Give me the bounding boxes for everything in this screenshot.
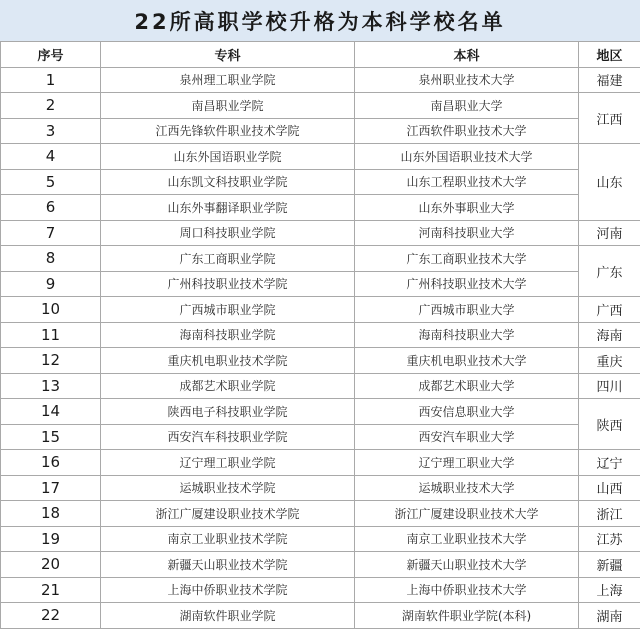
region (579, 603, 640, 629)
table-row (1, 246, 640, 272)
vocational-name: 江西先锋软件职业技术学院 (101, 118, 355, 144)
table-row (1, 297, 640, 323)
row-index: 15 (1, 424, 101, 450)
undergraduate-name: 山东外国语职业技术大学 (355, 144, 579, 170)
page-title: 22所高职学校升格为本科学校名单 (0, 0, 640, 41)
region: 山东 (579, 144, 640, 221)
region: 海南 (579, 322, 640, 348)
row-index: 21 (1, 577, 101, 603)
undergraduate-name: 重庆机电职业技术大学 (355, 348, 579, 374)
vocational-name: 新疆天山职业技术学院 (101, 552, 355, 578)
undergraduate-name: 江西软件职业技术大学 (355, 118, 579, 144)
vocational-name: 广州科技职业技术学院 (101, 271, 355, 297)
table-row (1, 450, 640, 476)
undergraduate-name: 山东外事职业大学 (355, 195, 579, 221)
undergraduate-name: 河南科技职业大学 (355, 220, 579, 246)
undergraduate-name: 山东工程职业技术大学 (355, 169, 579, 195)
undergraduate-name: 广州科技职业技术大学 (355, 271, 579, 297)
undergraduate-name: 湖南软件职业学院(本科) (355, 603, 579, 629)
undergraduate-name: 广西城市职业大学 (355, 297, 579, 323)
table-row (1, 271, 640, 297)
header-region: 地区 (579, 42, 640, 68)
row-index: 22 (1, 603, 101, 629)
row-index: 11 (1, 322, 101, 348)
row-index: 20 (1, 552, 101, 578)
row-index: 18 (1, 501, 101, 527)
row-index: 10 (1, 297, 101, 323)
undergraduate-name: 上海中侨职业技术大学 (355, 577, 579, 603)
undergraduate-name: 广东工商职业技术大学 (355, 246, 579, 272)
vocational-name: 南京工业职业技术学院 (101, 526, 355, 552)
table-row (1, 348, 640, 374)
vocational-name: 辽宁理工职业学院 (101, 450, 355, 476)
vocational-name: 山东外事翻译职业学院 (101, 195, 355, 221)
region: 辽宁 (579, 450, 640, 476)
undergraduate-name: 辽宁理工职业大学 (355, 450, 579, 476)
table-row (1, 475, 640, 501)
region: 广东 (579, 246, 640, 297)
undergraduate-name: 西安汽车职业大学 (355, 424, 579, 450)
table-row (1, 93, 640, 119)
vocational-name: 广东工商职业学院 (101, 246, 355, 272)
undergraduate-name: 南京工业职业技术大学 (355, 526, 579, 552)
vocational-name: 运城职业技术学院 (101, 475, 355, 501)
vocational-name: 广西城市职业学院 (101, 297, 355, 323)
table-row (1, 144, 640, 170)
undergraduate-name: 泉州职业技术大学 (355, 67, 579, 93)
undergraduate-name: 成都艺术职业大学 (355, 373, 579, 399)
header-vocational: 专科 (101, 42, 355, 68)
region: 陕西 (579, 399, 640, 450)
row-index: 3 (1, 118, 101, 144)
vocational-name: 陕西电子科技职业学院 (101, 399, 355, 425)
undergraduate-name: 新疆天山职业技术大学 (355, 552, 579, 578)
table-row (1, 577, 640, 603)
row-index: 9 (1, 271, 101, 297)
vocational-name: 浙江广厦建设职业技术学院 (101, 501, 355, 527)
row-index: 14 (1, 399, 101, 425)
vocational-name: 湖南软件职业学院 (101, 603, 355, 629)
table-row (1, 424, 640, 450)
region: 四川 (579, 373, 640, 399)
row-index: 19 (1, 526, 101, 552)
vocational-name: 山东凯文科技职业学院 (101, 169, 355, 195)
region: 上海 (579, 577, 640, 603)
table-row (1, 373, 640, 399)
row-index: 7 (1, 220, 101, 246)
row-index: 12 (1, 348, 101, 374)
row-index: 4 (1, 144, 101, 170)
region-label: 湖南 (596, 610, 622, 625)
vocational-name: 海南科技职业学院 (101, 322, 355, 348)
row-index: 2 (1, 93, 101, 119)
row-index: 6 (1, 195, 101, 221)
vocational-name: 山东外国语职业学院 (101, 144, 355, 170)
region: 浙江 (579, 501, 640, 527)
undergraduate-name: 运城职业技术大学 (355, 475, 579, 501)
undergraduate-name: 海南科技职业大学 (355, 322, 579, 348)
row-index: 16 (1, 450, 101, 476)
row-index: 8 (1, 246, 101, 272)
row-index: 1 (1, 67, 101, 93)
vocational-name: 重庆机电职业技术学院 (101, 348, 355, 374)
region: 新疆 (579, 552, 640, 578)
table-row (1, 399, 640, 425)
region: 福建 (579, 67, 640, 93)
region: 广西 (579, 297, 640, 323)
vocational-name: 周口科技职业学院 (101, 220, 355, 246)
table-row (1, 603, 640, 629)
region: 河南 (579, 220, 640, 246)
vocational-name: 泉州理工职业学院 (101, 67, 355, 93)
table-row (1, 552, 640, 578)
region: 江西 (579, 93, 640, 144)
region: 重庆 (579, 348, 640, 374)
undergraduate-name: 南昌职业大学 (355, 93, 579, 119)
table-row (1, 118, 640, 144)
upgrade-list-table (0, 41, 640, 629)
table-row (1, 195, 640, 221)
row-index: 5 (1, 169, 101, 195)
vocational-name: 西安汽车科技职业学院 (101, 424, 355, 450)
table-row (1, 67, 640, 93)
vocational-name: 南昌职业学院 (101, 93, 355, 119)
undergraduate-name: 西安信息职业大学 (355, 399, 579, 425)
row-index: 17 (1, 475, 101, 501)
table-row (1, 526, 640, 552)
region: 山西 (579, 475, 640, 501)
undergraduate-name: 浙江广厦建设职业技术大学 (355, 501, 579, 527)
table-header-row (1, 42, 640, 68)
vocational-name: 成都艺术职业学院 (101, 373, 355, 399)
vocational-name: 上海中侨职业技术学院 (101, 577, 355, 603)
header-undergraduate: 本科 (355, 42, 579, 68)
region: 江苏 (579, 526, 640, 552)
row-index: 13 (1, 373, 101, 399)
table-row (1, 322, 640, 348)
table-row (1, 220, 640, 246)
header-index: 序号 (1, 42, 101, 68)
table-row (1, 169, 640, 195)
table-row (1, 501, 640, 527)
